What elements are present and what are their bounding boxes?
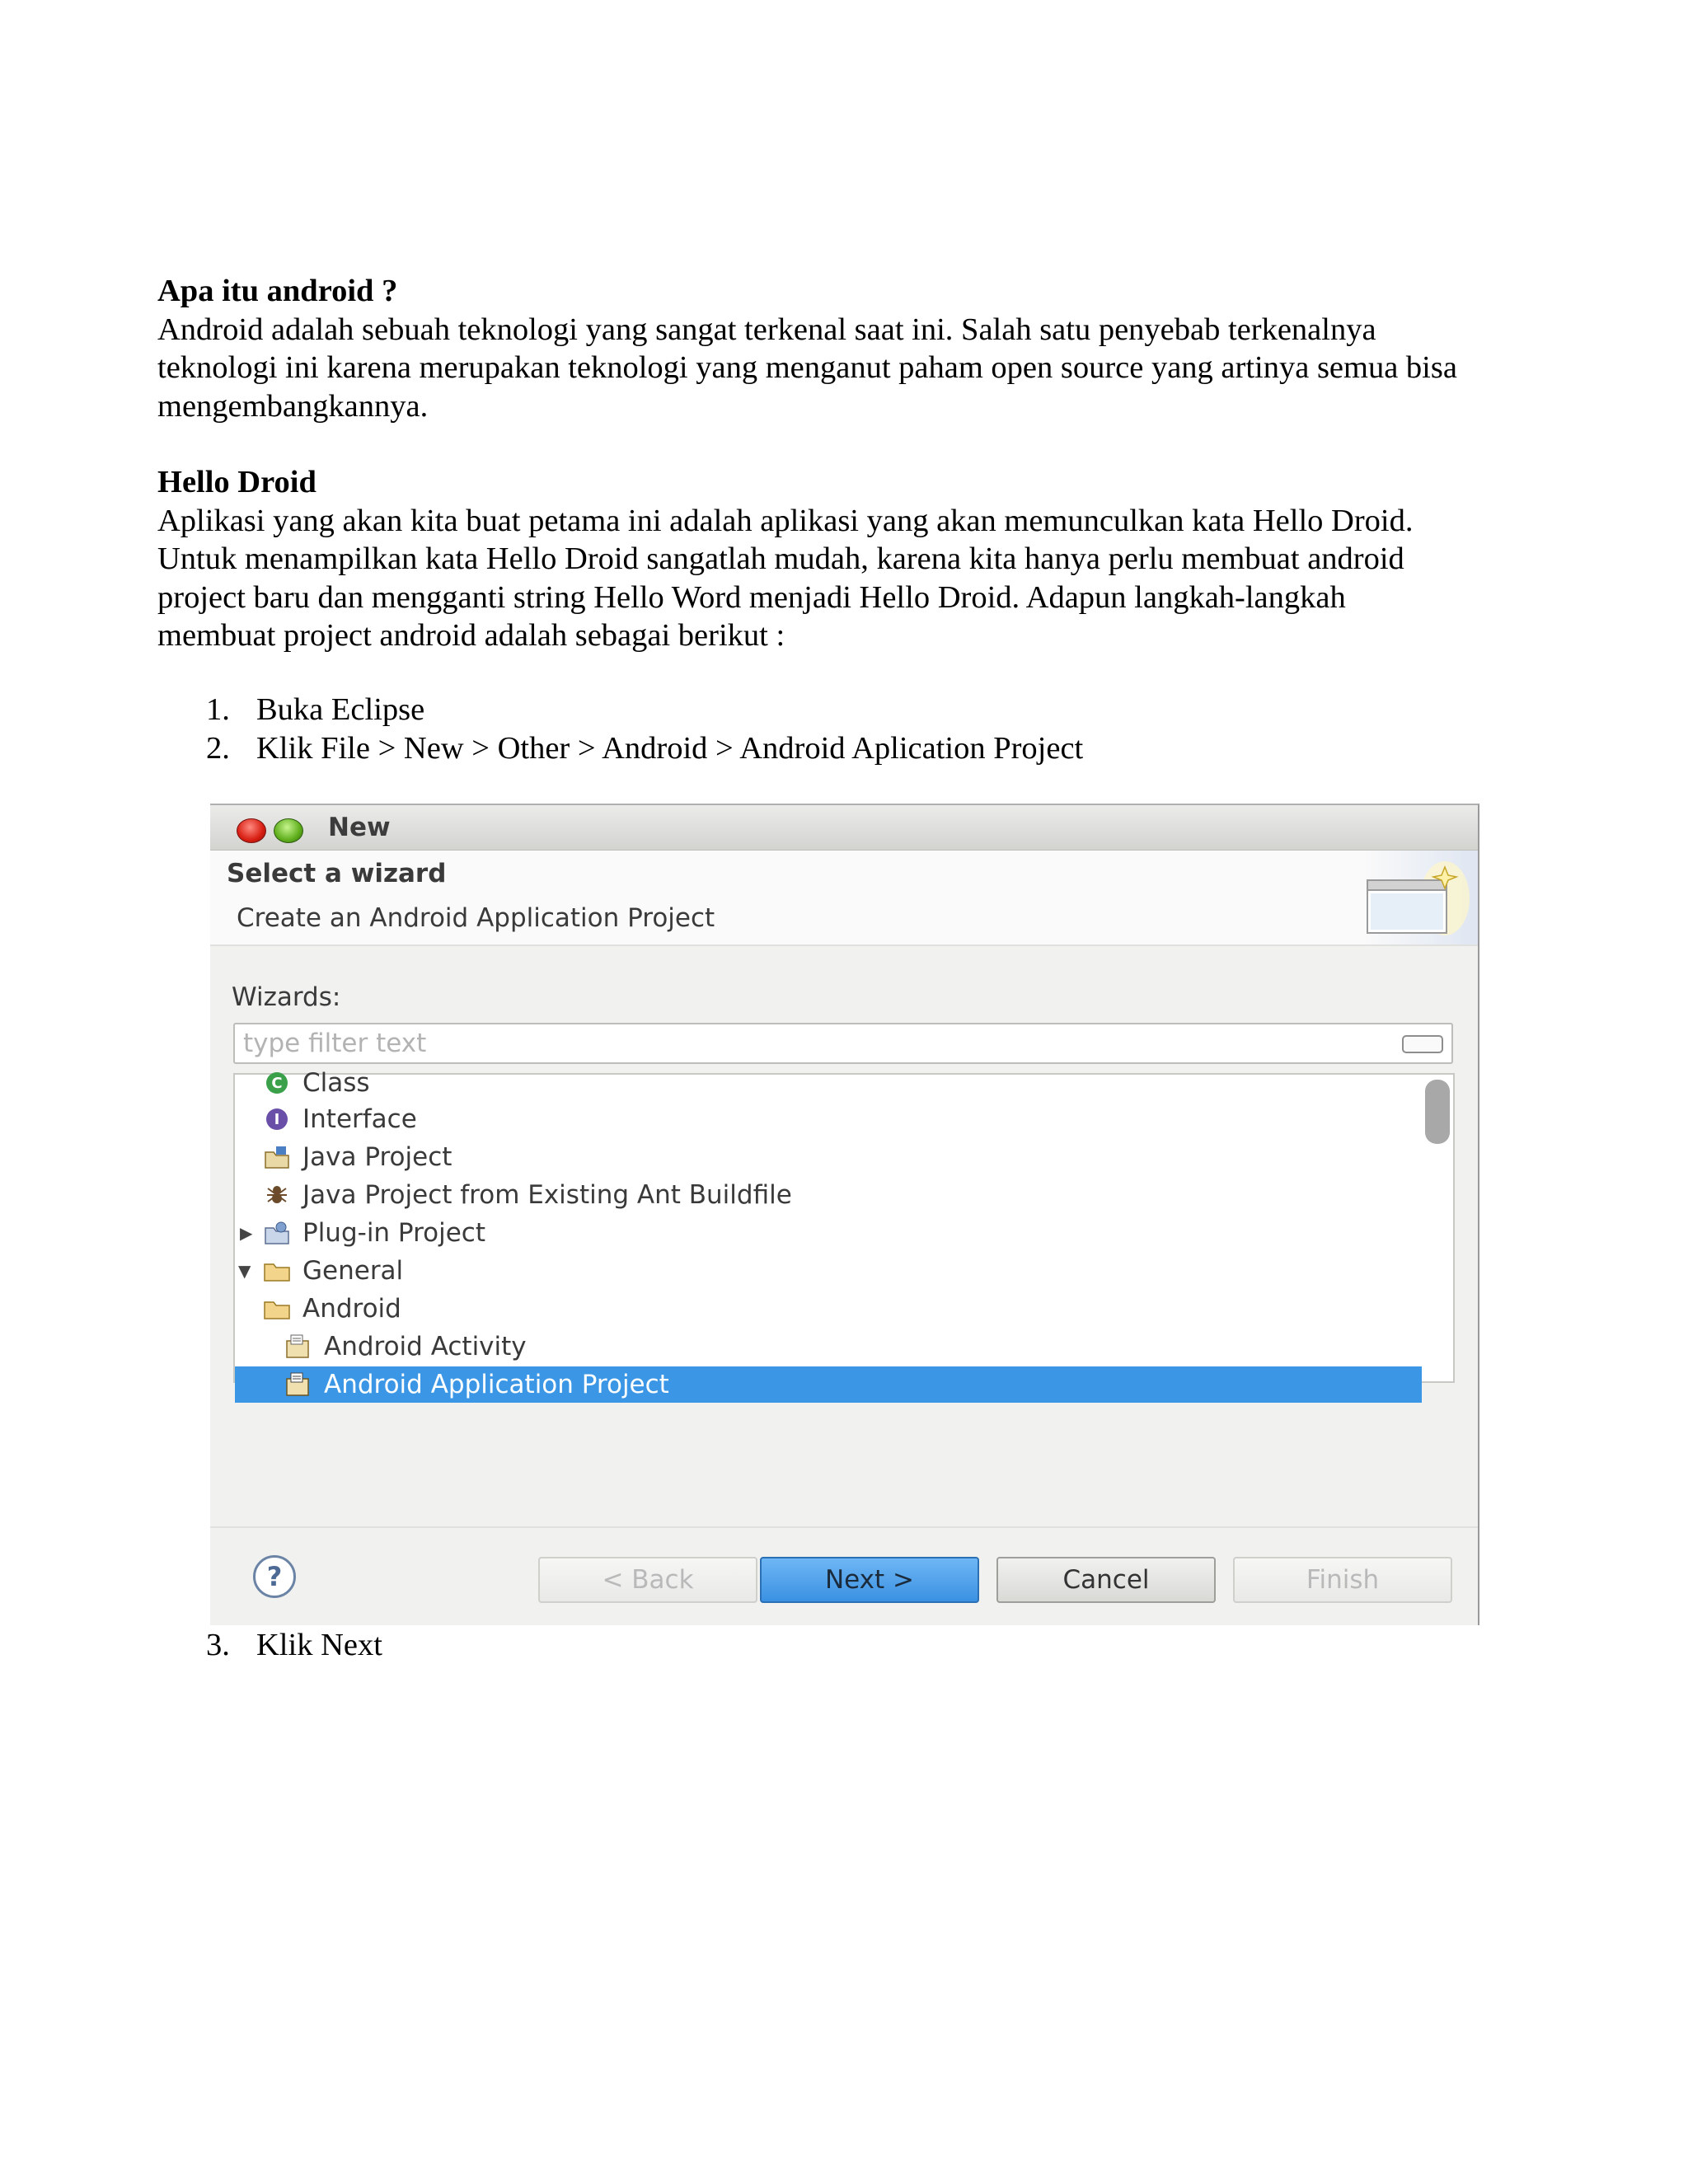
- paragraph-line: project baru dan mengganti string Hello Word menjadi Hello Droid. Adapun langkah-langkah: [157, 579, 1346, 615]
- dialog-title: New: [328, 813, 391, 842]
- step-text: Buka Eclipse: [256, 692, 425, 727]
- folder-icon: [263, 1258, 291, 1284]
- step-number: 1.: [206, 692, 230, 727]
- android-project-icon: [284, 1371, 312, 1398]
- paragraph-line: teknologi ini karena merupakan teknologi yang menganut paham open source yang artinya semua bisa: [157, 350, 1457, 385]
- tree-item-label: Android: [302, 1294, 401, 1324]
- svg-text:I: I: [274, 1111, 280, 1128]
- section-heading: Apa itu android ?: [157, 274, 398, 308]
- class-icon: [263, 1070, 291, 1096]
- next-button[interactable]: Next >: [760, 1557, 979, 1603]
- step-number: 3.: [206, 1628, 230, 1662]
- step-text: Klik Next: [256, 1628, 382, 1662]
- tree-item-label: Class: [302, 1068, 370, 1098]
- tree-item-label: Android Activity: [324, 1332, 527, 1361]
- paragraph-line: Aplikasi yang akan kita buat petama ini adalah aplikasi yang akan memunculkan kata Hello Droid.: [157, 503, 1414, 538]
- new-wizard-dialog: [210, 804, 1479, 1625]
- android-activity-icon: [284, 1333, 312, 1360]
- list-item: [206, 691, 1083, 729]
- tree-item-interface[interactable]: [263, 1101, 417, 1137]
- dialog-banner: [210, 851, 1478, 946]
- list-item: [206, 729, 1083, 768]
- banner-title: Select a wizard: [227, 859, 447, 888]
- ant-buildfile-icon: [263, 1182, 291, 1208]
- expand-arrow-icon[interactable]: ▶: [240, 1223, 253, 1243]
- tree-item-label: Java Project: [302, 1142, 452, 1172]
- wizards-label: Wizards:: [232, 982, 341, 1012]
- tree-item-java-project[interactable]: [263, 1139, 452, 1175]
- step-number: 2.: [206, 730, 230, 766]
- button-bar-divider: [210, 1526, 1478, 1528]
- plugin-project-icon: [263, 1220, 291, 1246]
- tree-item-class[interactable]: [263, 1065, 370, 1101]
- cancel-button[interactable]: Cancel: [996, 1557, 1216, 1603]
- steps-list-continued: [206, 1626, 382, 1665]
- close-window-button[interactable]: [237, 818, 266, 843]
- tree-scrollbar-thumb[interactable]: [1425, 1080, 1450, 1144]
- collapse-arrow-icon[interactable]: ▼: [238, 1261, 251, 1281]
- clear-filter-icon[interactable]: [1402, 1035, 1443, 1053]
- tree-item-label: Android Application Project: [324, 1370, 669, 1399]
- tree-item-label: General: [302, 1256, 404, 1286]
- java-project-icon: [263, 1144, 291, 1170]
- maximize-window-button[interactable]: [274, 818, 303, 843]
- wizard-banner-icon: [1362, 851, 1478, 944]
- tree-item-android[interactable]: [263, 1291, 401, 1327]
- back-button[interactable]: < Back: [538, 1557, 757, 1603]
- tree-item-label: Plug-in Project: [302, 1218, 485, 1248]
- tree-item-ant-buildfile[interactable]: [263, 1177, 792, 1213]
- finish-button[interactable]: Finish: [1233, 1557, 1452, 1603]
- tree-item-label: Interface: [302, 1104, 417, 1134]
- tree-item-plugin-project[interactable]: [263, 1215, 485, 1251]
- help-icon[interactable]: ?: [253, 1555, 296, 1598]
- paragraph-line: mengembangkannya.: [157, 388, 429, 424]
- document-body: [157, 272, 1542, 655]
- tree-item-android-application-project[interactable]: [235, 1366, 1422, 1403]
- tree-item-android-activity[interactable]: [284, 1329, 527, 1365]
- paragraph-line: Android adalah sebuah teknologi yang sangat terkenal saat ini. Salah satu penyebab terkenalnya: [157, 312, 1376, 347]
- paragraph-line: membuat project android adalah sebagai berikut :: [157, 618, 785, 653]
- steps-list: [206, 691, 1083, 767]
- banner-description: Create an Android Application Project: [237, 903, 715, 933]
- interface-icon: [263, 1106, 291, 1132]
- folder-icon: [263, 1296, 291, 1322]
- section-heading: Hello Droid: [157, 465, 316, 499]
- tree-item-label: Java Project from Existing Ant Buildfile: [302, 1180, 792, 1210]
- step-text: Klik File > New > Other > Android > Android Aplication Project: [256, 730, 1084, 766]
- list-item: [206, 1626, 382, 1665]
- wizard-tree[interactable]: [233, 1068, 1455, 1399]
- svg-text:C: C: [271, 1075, 283, 1092]
- filter-field[interactable]: [233, 1023, 1453, 1064]
- spacer: [157, 425, 1542, 463]
- tree-item-general[interactable]: [263, 1253, 403, 1289]
- paragraph-line: Untuk menampilkan kata Hello Droid sangatlah mudah, karena kita hanya perlu membuat android: [157, 541, 1404, 576]
- filter-input[interactable]: [241, 1028, 1382, 1059]
- dialog-titlebar: [210, 805, 1478, 851]
